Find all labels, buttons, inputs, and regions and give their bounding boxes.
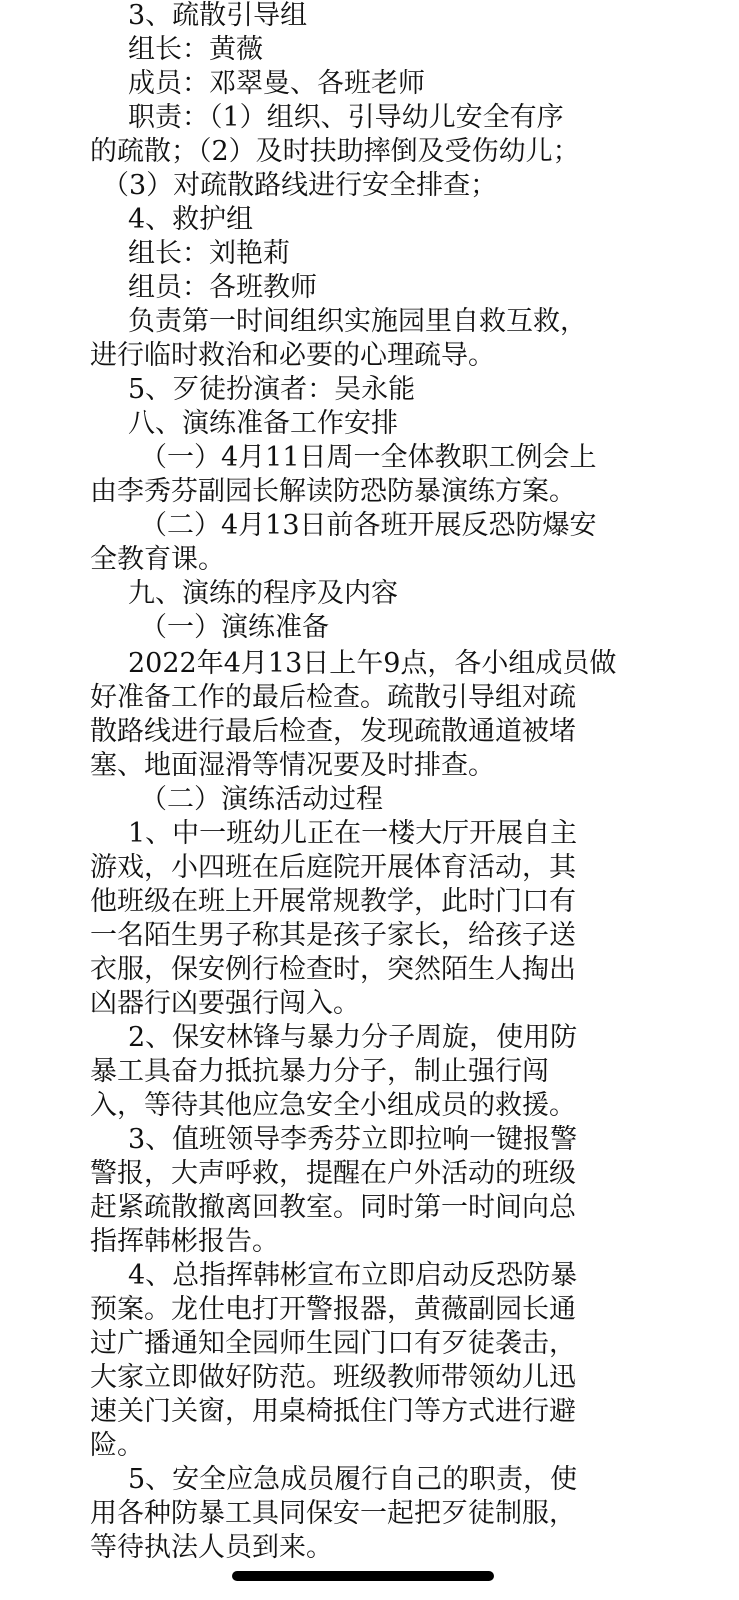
text-line: 职责：（1）组织、引导幼儿安全有序 <box>128 102 564 133</box>
text-line: 大家立即做好防范。班级教师带领幼儿迅 <box>90 1362 576 1393</box>
text-line: 全教育课。 <box>90 544 225 575</box>
text-line: 过广播通知全园师生园门口有歹徒袭击， <box>90 1328 576 1359</box>
text-line: （一）4月11日周一全体教职工例会上 <box>140 442 597 473</box>
text-line: 预案。龙仕电打开警报器，黄薇副园长通 <box>90 1294 576 1325</box>
text-line: （一）演练准备 <box>140 612 329 643</box>
text-line: 的疏散；（2）及时扶助摔倒及受伤幼儿； <box>90 136 580 167</box>
text-line: 游戏，小四班在后庭院开展体育活动，其 <box>90 852 576 883</box>
text-line: 组员：各班教师 <box>128 272 317 303</box>
text-line: 凶器行凶要强行闯入。 <box>90 988 360 1019</box>
text-line: 由李秀芬副园长解读防恐防暴演练方案。 <box>90 476 576 507</box>
home-indicator[interactable] <box>232 1571 494 1581</box>
text-line: 塞、地面湿滑等情况要及时排查。 <box>90 750 495 781</box>
text-line: 速关门关窗，用桌椅抵住门等方式进行避 <box>90 1396 576 1427</box>
text-line: 2022年4月13日上午9点，各小组成员做 <box>128 648 617 679</box>
text-line: 5、歹徒扮演者：吴永能 <box>128 374 416 405</box>
text-line: 九、演练的程序及内容 <box>128 578 398 609</box>
text-line: 5、安全应急成员履行自己的职责，使 <box>128 1464 578 1495</box>
text-line: （3）对疏散路线进行安全排查； <box>102 170 498 201</box>
text-line: 八、演练准备工作安排 <box>128 408 398 439</box>
text-line: （二）演练活动过程 <box>140 784 383 815</box>
text-line: 赶紧疏散撤离回教室。同时第一时间向总 <box>90 1192 576 1223</box>
text-line: 3、疏散引导组 <box>128 0 308 31</box>
text-line: （二）4月13日前各班开展反恐防爆安 <box>140 510 597 541</box>
text-line: 3、值班领导李秀芬立即拉响一键报警 <box>128 1124 578 1155</box>
text-line: 成员：邓翠曼、各班老师 <box>128 68 425 99</box>
text-line: 4、总指挥韩彬宣布立即启动反恐防暴 <box>128 1260 578 1291</box>
text-line: 用各种防暴工具同保安一起把歹徒制服， <box>90 1498 576 1529</box>
text-line: 指挥韩彬报告。 <box>90 1226 279 1257</box>
text-line: 散路线进行最后检查，发现疏散通道被堵 <box>90 716 576 747</box>
text-line: 组长：刘艳莉 <box>128 238 290 269</box>
text-line: 1、中一班幼儿正在一楼大厅开展自主 <box>128 818 578 849</box>
text-line: 4、救护组 <box>128 204 254 235</box>
text-line: 警报，大声呼救，提醒在户外活动的班级 <box>90 1158 576 1189</box>
text-line: 暴工具奋力抵抗暴力分子，制止强行闯 <box>90 1056 549 1087</box>
text-line: 衣服，保安例行检查时，突然陌生人掏出 <box>90 954 576 985</box>
text-line: 入，等待其他应急安全小组成员的救援。 <box>90 1090 576 1121</box>
text-line: 进行临时救治和必要的心理疏导。 <box>90 340 495 371</box>
text-line: 2、保安林锋与暴力分子周旋，使用防 <box>128 1022 578 1053</box>
text-line: 组长：黄薇 <box>128 34 263 65</box>
text-line: 等待执法人员到来。 <box>90 1532 333 1563</box>
text-line: 负责第一时间组织实施园里自救互救， <box>128 306 587 337</box>
text-line: 他班级在班上开展常规教学，此时门口有 <box>90 886 576 917</box>
text-line: 好准备工作的最后检查。疏散引导组对疏 <box>90 682 576 713</box>
text-line: 险。 <box>90 1430 144 1461</box>
text-line: 一名陌生男子称其是孩子家长，给孩子送 <box>90 920 576 951</box>
